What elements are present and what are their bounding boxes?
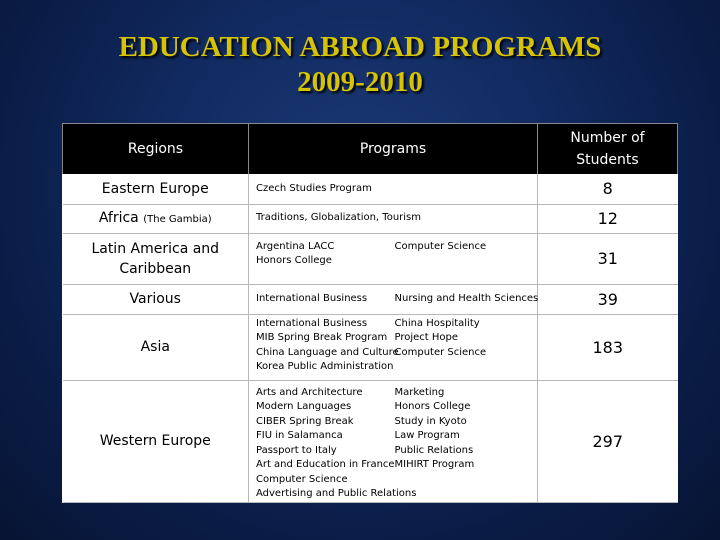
program-item: Computer Science xyxy=(394,240,487,252)
program-item: China Hospitality xyxy=(394,317,480,329)
program-list xyxy=(256,386,417,502)
program-item: CIBER Spring Break xyxy=(256,415,354,427)
program-item: MIB Spring Break Program xyxy=(256,332,388,343)
program-item: Arts and Architecture xyxy=(256,386,363,398)
region-name: Africa xyxy=(98,209,139,226)
region-cell: Western Europe xyxy=(63,380,249,502)
programs-cell-2 xyxy=(393,380,538,502)
program-list xyxy=(395,292,538,307)
region-cell xyxy=(63,204,249,233)
program-item: International Business xyxy=(256,292,368,304)
students-count: 39 xyxy=(538,284,678,314)
header-regions: Regions xyxy=(63,124,249,175)
region-cell xyxy=(63,233,249,284)
students-count: 31 xyxy=(538,233,678,284)
program-item: China Language and Culture xyxy=(256,346,399,358)
programs-cell xyxy=(249,314,399,380)
program-item: Traditions, Globalization, Tourism xyxy=(256,212,421,224)
region-note: (The Gambia) xyxy=(143,213,212,225)
header-number-of-students xyxy=(538,124,678,175)
programs-cell-2 xyxy=(393,314,538,380)
programs-cell-2 xyxy=(393,233,538,284)
program-item: MIHIRT Program xyxy=(394,459,475,470)
programs-cell xyxy=(249,233,393,284)
region-cell: Various xyxy=(63,284,249,314)
region-name-line-1: Latin America and xyxy=(91,240,220,257)
program-item: International Business xyxy=(256,317,368,329)
program-list xyxy=(256,292,393,307)
program-item: Passport to Italy xyxy=(256,444,337,456)
region-name-line-2: Caribbean xyxy=(119,260,192,277)
program-item: Honors College xyxy=(256,255,332,266)
program-item: Modern Languages xyxy=(256,401,352,412)
table-row-latin-america xyxy=(63,233,678,284)
program-item: FIU in Salamanca xyxy=(256,430,343,441)
program-list xyxy=(256,317,399,375)
header-number-line-2: Students xyxy=(576,152,639,168)
program-list xyxy=(395,317,538,361)
students-count: 297 xyxy=(538,380,678,502)
students-count: 183 xyxy=(538,314,678,380)
program-list xyxy=(395,386,538,473)
program-list xyxy=(395,240,538,255)
program-item: Argentina LACC xyxy=(256,240,335,252)
program-item: Nursing and Health Sciences xyxy=(394,292,539,304)
title-line-2: 2009-2010 xyxy=(297,66,423,98)
programs-cell xyxy=(249,204,538,233)
programs-cell xyxy=(249,380,417,502)
program-item: Computer Science xyxy=(394,346,487,358)
table-row-various xyxy=(63,284,678,314)
region-cell: Eastern Europe xyxy=(63,174,249,204)
program-list xyxy=(256,240,393,269)
program-item: Honors College xyxy=(394,401,471,412)
program-item: Czech Studies Program xyxy=(256,182,372,194)
slide-title xyxy=(0,30,720,100)
title-line-1: EDUCATION ABROAD PROGRAMS xyxy=(118,31,602,63)
header-number-line-1: Number of xyxy=(570,130,645,146)
students-count: 8 xyxy=(538,174,678,204)
programs-cell xyxy=(249,174,538,204)
program-item: Public Relations xyxy=(394,444,474,456)
programs-cell-2 xyxy=(393,284,538,314)
program-item: Art and Education in France xyxy=(256,459,395,470)
program-item: Study in Kyoto xyxy=(394,415,467,427)
programs-table xyxy=(62,123,678,503)
region-cell: Asia xyxy=(63,314,249,380)
program-item: Computer Science xyxy=(256,473,348,485)
programs-cell xyxy=(249,284,393,314)
program-list xyxy=(256,211,537,226)
table-row-eastern-europe xyxy=(63,174,678,204)
header-row xyxy=(63,124,678,175)
program-item: Advertising and Public Relations xyxy=(256,488,417,499)
program-item: Law Program xyxy=(394,430,460,441)
students-count: 12 xyxy=(538,204,678,233)
table-row-africa xyxy=(63,204,678,233)
program-item: Korea Public Administration xyxy=(256,361,394,372)
table-row-asia xyxy=(63,314,678,380)
program-item: Project Hope xyxy=(394,332,459,343)
program-item: Marketing xyxy=(394,386,445,398)
program-list xyxy=(256,182,537,197)
header-programs: Programs xyxy=(249,124,538,175)
table-row-western-europe xyxy=(63,380,678,502)
